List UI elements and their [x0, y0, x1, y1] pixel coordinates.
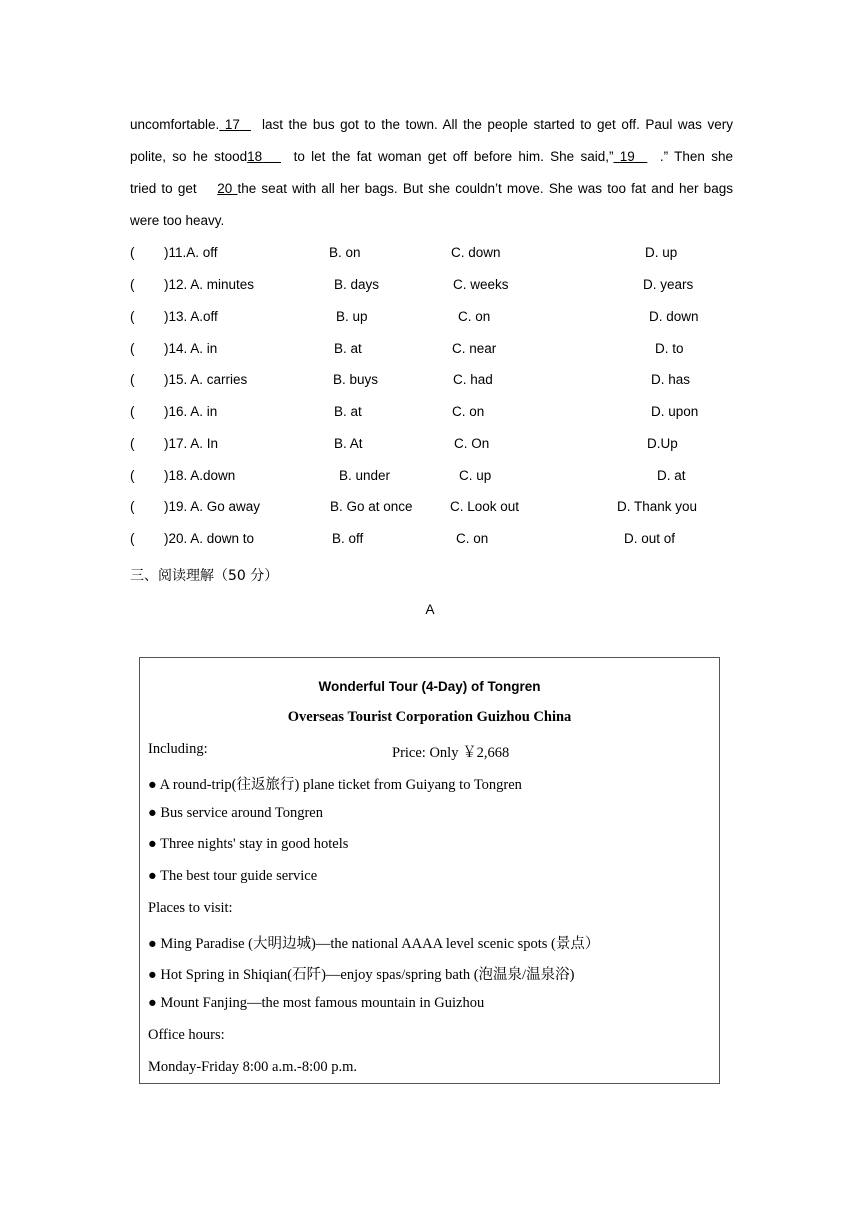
advert-company: Overseas Tourist Corporation Guizhou China	[287, 709, 572, 725]
include-item-1: ● A round-trip(往返旅行) plane ticket from Guiyang to Tongren	[148, 777, 522, 793]
tour-advert-box	[139, 657, 720, 1084]
price-label: Price: Only ￥2,668	[392, 745, 510, 761]
blank-18: 18	[247, 149, 263, 164]
blank-20: 20	[217, 181, 233, 196]
advert-title: Wonderful Tour (4-Day) of Tongren	[318, 679, 541, 694]
places-label: Places to visit:	[148, 900, 233, 916]
blank-17: 17	[224, 117, 240, 132]
office-hours-label: Office hours:	[148, 1027, 225, 1043]
part-letter: A	[425, 602, 435, 617]
passage-line-3: tried to get 20 the seat with all her bags. But she couldn’t move. She was too fat and her bags	[130, 181, 733, 196]
blank-19: 19	[619, 149, 635, 164]
section-title: 三、阅读理解（50 分）	[130, 568, 279, 584]
passage-line-1: uncomfortable. 17 last the bus got to the town. All the people started to get off. Paul was very	[130, 117, 733, 132]
include-item-2: ● Bus service around Tongren	[148, 805, 323, 821]
place-item-2: ● Hot Spring in Shiqian(石阡)—enjoy spas/spring bath (泡温泉/温泉浴)	[148, 967, 575, 983]
passage-line-4: were too heavy.	[130, 213, 225, 228]
passage-line-2: polite, so he stood18 to let the fat woman get off before him. She said,” 19 .” Then she	[130, 149, 733, 164]
office-hours-value: Monday-Friday 8:00 a.m.-8:00 p.m.	[148, 1059, 358, 1075]
including-label: Including:	[148, 741, 208, 757]
place-item-1: ● Ming Paradise (大明边城)—the national AAAA level scenic spots (景点）	[148, 936, 600, 952]
include-item-3: ● Three nights' stay in good hotels	[148, 836, 349, 852]
place-item-3: ● Mount Fanjing—the most famous mountain in Guizhou	[148, 995, 485, 1011]
include-item-4: ● The best tour guide service	[148, 868, 318, 884]
